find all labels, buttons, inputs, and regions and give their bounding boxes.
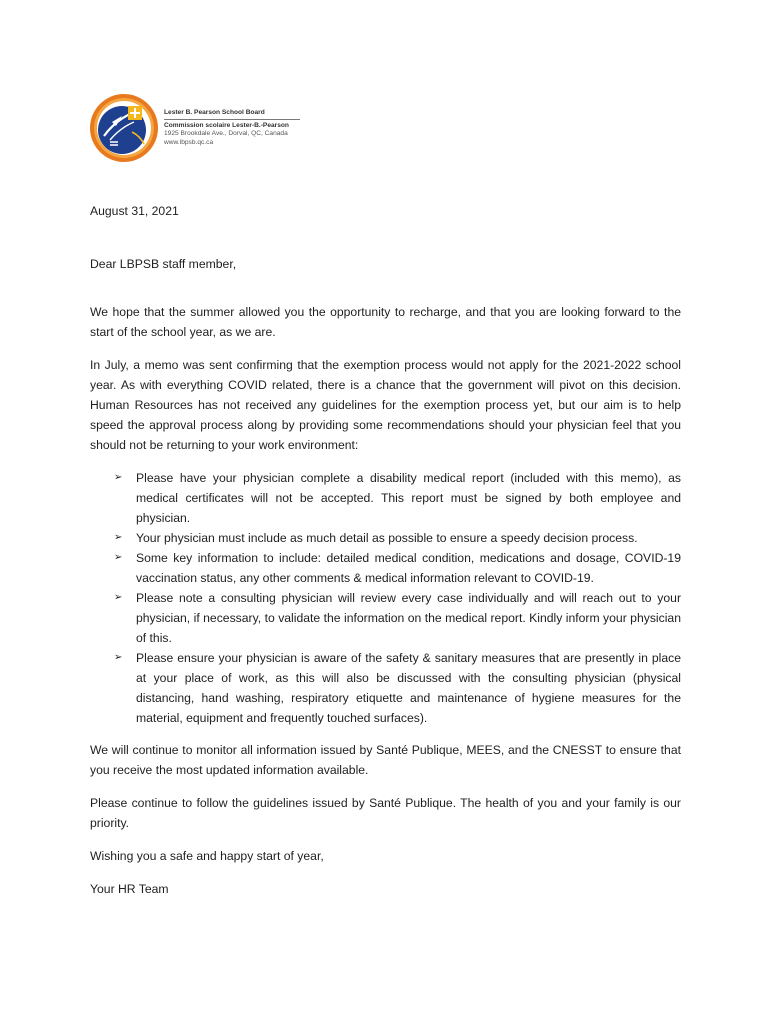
list-item: ➢ Please note a consulting physician will review every case individually and will reach out to your physician, if necessary, to validate the information on the medical report. Kindly inform your physician of this. — [90, 588, 681, 648]
recommendations-list — [90, 468, 681, 728]
bullet-arrow-icon: ➢ — [114, 552, 123, 563]
paragraph-intro: We hope that the summer allowed you the opportunity to recharge, and that you are looking forward to the start of the school year, as we are. — [90, 305, 681, 339]
list-item: ➢ Your physician must include as much detail as possible to ensure a speedy decision process. — [90, 528, 681, 548]
paragraph-monitoring: We will continue to monitor all information issued by Santé Publique, MEES, and the CNESST to ensure that you receive the most updated information available. — [90, 743, 681, 777]
letterhead — [88, 92, 300, 164]
board-name-french: Commission scolaire Lester-B.-Pearson — [164, 121, 289, 129]
letter-date: August 31, 2021 — [90, 204, 179, 218]
letterhead-text — [164, 109, 300, 147]
list-item: ➢ Please ensure your physician is aware of the safety & sanitary measures that are presently in place at your place of work, as this will also be discussed with the consulting physician (physical distancing, hand washing, respiratory etiquette and maintenance of hygiene measures for the material, equipment and frequently touched surfaces). — [90, 648, 681, 728]
board-name-english: Lester B. Pearson School Board — [164, 109, 265, 116]
paragraph-guidelines: Please continue to follow the guidelines issued by Santé Publique. The health of you and your family is our priority. — [90, 796, 681, 830]
paragraph-exemption: In July, a memo was sent confirming that the exemption process would not apply for the 2021-2022 school year. As with everything COVID related, there is a chance that the government will pivot on this decision. Human Resources has not received any guidelines for the exemption process yet, but our aim is to help speed the approval process along by providing some recommendations should your physician feel that you should not be returning to your work environment: — [90, 358, 681, 452]
board-website: www.lbpsb.qc.ca — [164, 138, 214, 146]
school-board-logo-icon — [88, 92, 160, 164]
board-address: 1925 Brookdale Ave., Dorval, QC, Canada — [164, 130, 288, 137]
list-item: ➢ Please have your physician complete a disability medical report (included with this memo), as medical certificates will not be accepted. This report must be signed by both employee and physician. — [90, 468, 681, 528]
bullet-arrow-icon: ➢ — [114, 592, 123, 603]
list-item: ➢ Some key information to include: detailed medical condition, medications and dosage, COVID-19 vaccination status, any other comments & medical information relevant to COVID-19. — [90, 548, 681, 588]
bullet-arrow-icon: ➢ — [114, 472, 123, 483]
bullet-arrow-icon: ➢ — [114, 652, 123, 663]
letter-closing: Wishing you a safe and happy start of year, — [90, 849, 324, 863]
letter-signature: Your HR Team — [90, 882, 169, 896]
bullet-arrow-icon: ➢ — [114, 532, 123, 543]
letter-salutation: Dear LBPSB staff member, — [90, 257, 237, 271]
letterhead-divider — [164, 119, 300, 120]
